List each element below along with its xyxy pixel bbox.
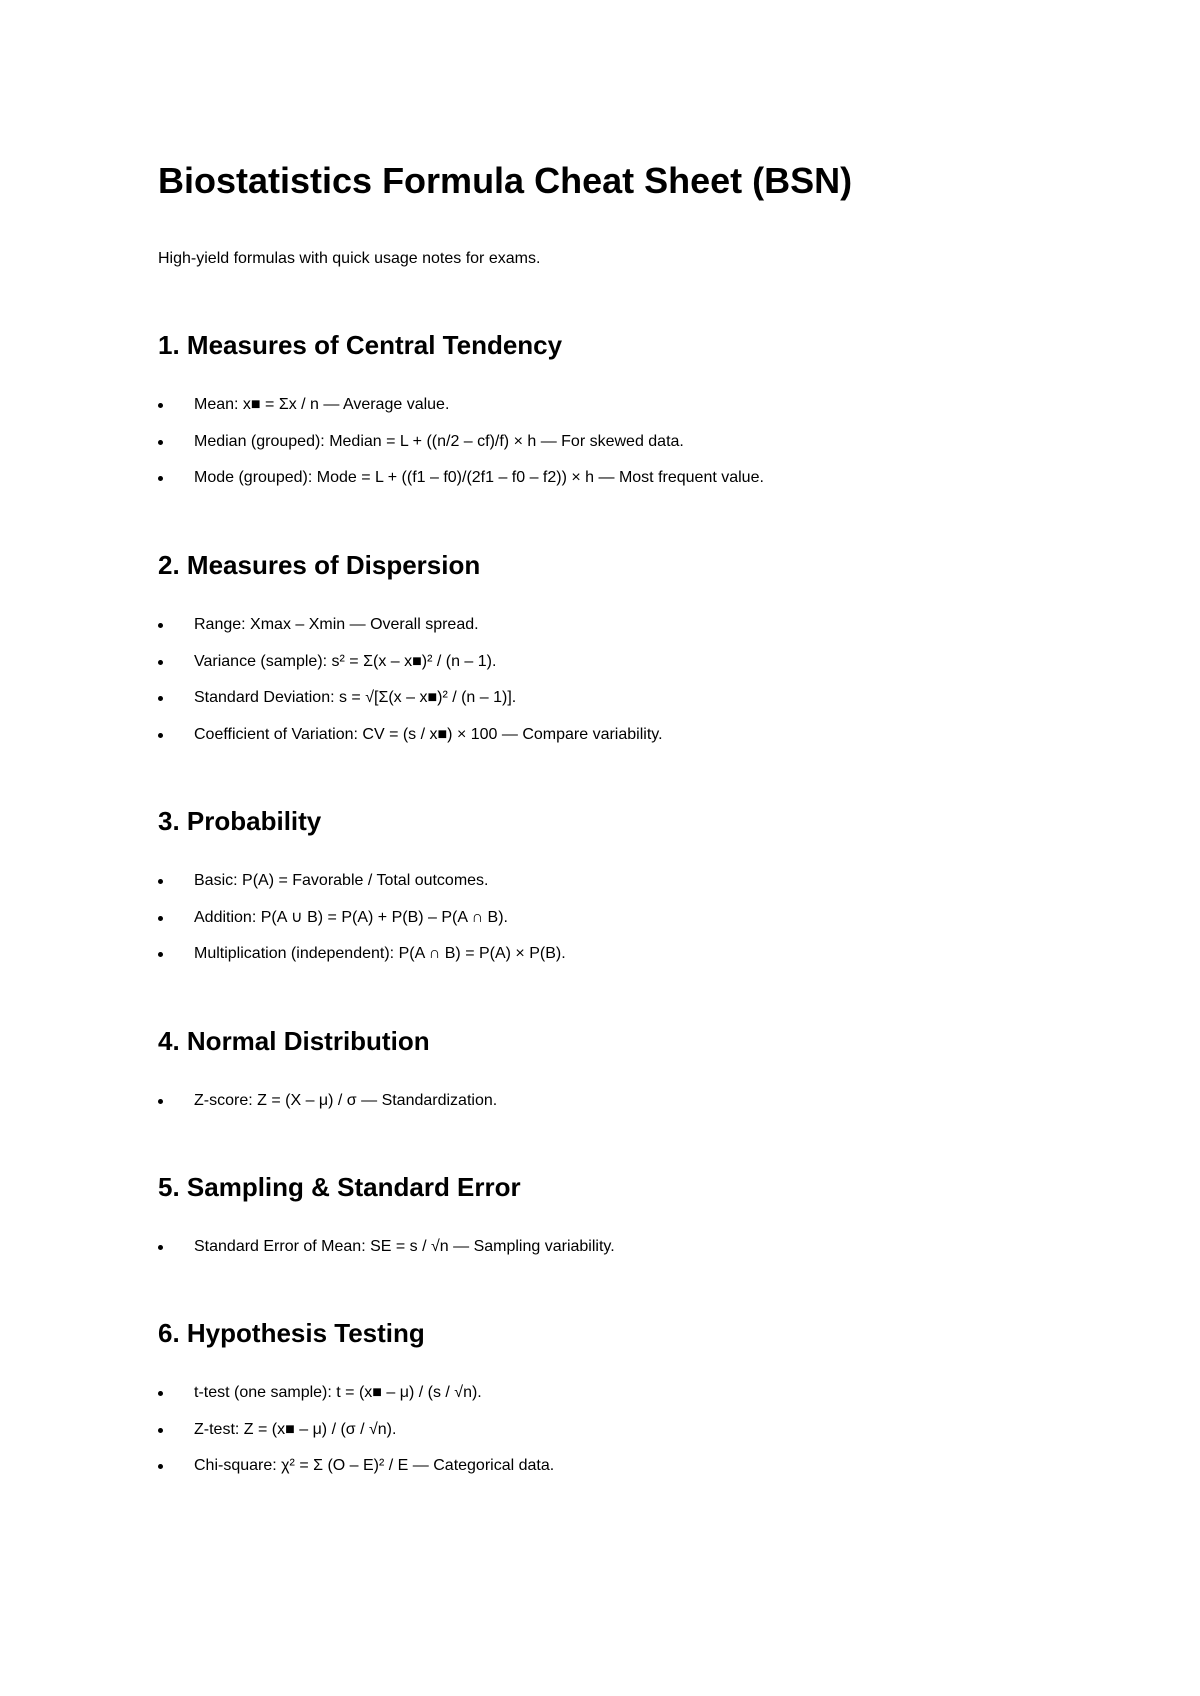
list-item xyxy=(158,1448,1118,1485)
section-sampling xyxy=(158,1169,1118,1266)
section-central-tendency xyxy=(158,327,1118,497)
list-item xyxy=(158,644,1118,681)
section-hypothesis-testing xyxy=(158,1315,1118,1485)
list-item xyxy=(158,1375,1118,1412)
section-dispersion xyxy=(158,547,1118,753)
formula-text: Variance (sample): s² = Σ(x – x■)² / (n – 1). xyxy=(194,652,497,670)
formula-list xyxy=(158,607,1118,753)
bullet-icon xyxy=(158,733,163,738)
bullet-icon xyxy=(158,403,163,408)
bullet-icon xyxy=(158,1245,163,1250)
bullet-icon xyxy=(158,623,163,628)
bullet-icon xyxy=(158,476,163,481)
list-item xyxy=(158,460,1118,497)
section-heading: 4. Normal Distribution xyxy=(158,1026,430,1056)
formula-list xyxy=(158,1375,1118,1485)
formula-text: Standard Deviation: s = √[Σ(x – x■)² / (n – 1)]. xyxy=(194,689,517,706)
page-title: Biostatistics Formula Cheat Sheet (BSN) xyxy=(158,160,853,201)
formula-text: Chi-square: χ² = Σ (O – E)² / E — Categorical data. xyxy=(194,1457,555,1474)
list-item xyxy=(158,607,1118,644)
section-heading: 1. Measures of Central Tendency xyxy=(158,330,563,360)
formula-text: Z-score: Z = (X – μ) / σ — Standardization. xyxy=(194,1092,498,1109)
list-item xyxy=(158,717,1118,754)
bullet-icon xyxy=(158,879,163,884)
formula-list xyxy=(158,387,1118,497)
formula-list xyxy=(158,863,1118,973)
section-heading: 6. Hypothesis Testing xyxy=(158,1318,425,1348)
formula-text: Basic: P(A) = Favorable / Total outcomes. xyxy=(194,872,489,889)
formula-text: t-test (one sample): t = (x■ – μ) / (s / √n). xyxy=(194,1384,482,1401)
formula-list xyxy=(158,1229,1118,1266)
bullet-icon xyxy=(158,1428,163,1433)
formula-text: Standard Error of Mean: SE = s / √n — Sampling variability. xyxy=(194,1238,615,1255)
list-item xyxy=(158,387,1118,424)
section-heading: 5. Sampling & Standard Error xyxy=(158,1172,521,1202)
section-normal-distribution xyxy=(158,1023,1118,1120)
list-item xyxy=(158,680,1118,717)
section-heading: 2. Measures of Dispersion xyxy=(158,550,481,580)
list-item xyxy=(158,1229,1118,1266)
bullet-icon xyxy=(158,696,163,701)
list-item xyxy=(158,1083,1118,1120)
list-item xyxy=(158,863,1118,900)
section-heading: 3. Probability xyxy=(158,806,322,836)
formula-list xyxy=(158,1083,1118,1120)
formula-text: Median (grouped): Median = L + ((n/2 – cf)/f) × h — For skewed data. xyxy=(194,432,684,450)
formula-text: Multiplication (independent): P(A ∩ B) = P(A) × P(B). xyxy=(194,945,566,962)
list-item xyxy=(158,424,1118,461)
bullet-icon xyxy=(158,1099,163,1104)
bullet-icon xyxy=(158,1464,163,1469)
list-item xyxy=(158,900,1118,937)
bullet-icon xyxy=(158,440,163,445)
bullet-icon xyxy=(158,1391,163,1396)
formula-text: Z-test: Z = (x■ – μ) / (σ / √n). xyxy=(194,1420,397,1438)
formula-text: Coefficient of Variation: CV = (s / x■) × 100 — Compare variability. xyxy=(194,725,663,743)
bullet-icon xyxy=(158,660,163,665)
formula-text: Addition: P(A ∪ B) = P(A) + P(B) – P(A ∩ B). xyxy=(194,908,508,926)
formula-text: Range: Xmax – Xmin — Overall spread. xyxy=(194,616,479,633)
bullet-icon xyxy=(158,952,163,957)
page-subtitle: High-yield formulas with quick usage notes for exams. xyxy=(158,250,541,267)
formula-text: Mean: x■ = Σx / n — Average value. xyxy=(194,396,450,413)
list-item xyxy=(158,1412,1118,1449)
formula-text: Mode (grouped): Mode = L + ((f1 – f0)/(2f1 – f0 – f2)) × h — Most frequent value. xyxy=(194,469,764,486)
bullet-icon xyxy=(158,916,163,921)
section-probability xyxy=(158,803,1118,973)
list-item xyxy=(158,936,1118,973)
